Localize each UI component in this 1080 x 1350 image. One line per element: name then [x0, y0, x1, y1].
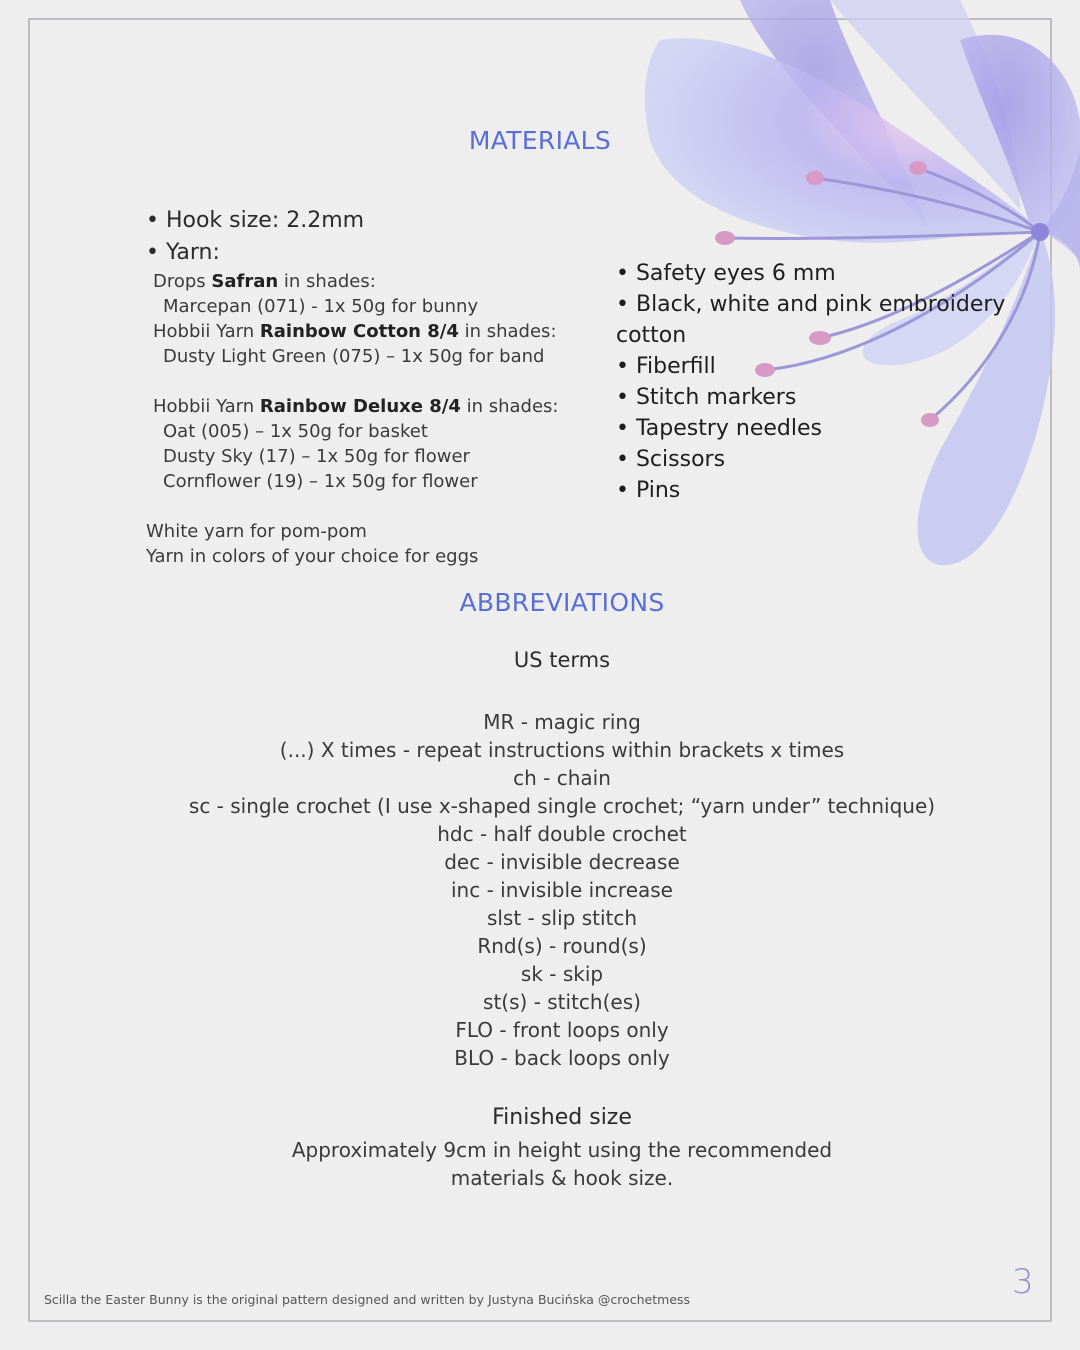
hobbii2-pre: Hobbii Yarn	[153, 396, 260, 417]
list-item: • Scissors	[616, 447, 726, 472]
list-item: FLO - front loops only	[455, 1018, 669, 1042]
page-number: 3	[1012, 1262, 1034, 1302]
hobbii2-post: in shades:	[460, 396, 559, 417]
list-item: ch - chain	[513, 766, 611, 790]
marcepan-line: Marcepan (071) - 1x 50g for bunny	[163, 296, 479, 317]
list-item: inc - invisible increase	[451, 878, 673, 902]
yarn-label: • Yarn:	[146, 240, 220, 265]
drops-post: in shades:	[278, 271, 376, 292]
list-item: slst - slip stitch	[486, 906, 638, 930]
drops-pre: Drops	[153, 271, 212, 292]
list-item: • Pins	[616, 478, 681, 503]
hobbii-deluxe-line	[146, 394, 616, 419]
finished-size-line: materials & hook size.	[450, 1166, 674, 1190]
list-item: dec - invisible decrease	[444, 850, 680, 874]
egg-yarn-line: Yarn in colors of your choice for eggs	[146, 546, 479, 567]
dusty-green-line: Dusty Light Green (075) – 1x 50g for band	[163, 346, 545, 367]
materials-left-column	[146, 205, 616, 569]
list-item: sk - skip	[520, 962, 604, 986]
list-item: • Safety eyes 6 mm	[616, 261, 836, 286]
list-item: BLO - back loops only	[454, 1046, 670, 1070]
list-item: cotton	[616, 323, 687, 348]
hobbii1-pre: Hobbii Yarn	[153, 321, 260, 342]
dusty-sky-line: Dusty Sky (17) – 1x 50g for flower	[163, 446, 470, 467]
list-item: st(s) - stitch(es)	[483, 990, 641, 1014]
drops-brand: Safran	[211, 271, 279, 292]
materials-right-column	[616, 258, 1036, 506]
drops-safran-line	[146, 269, 616, 294]
finished-size-title: Finished size	[492, 1105, 632, 1130]
list-item: • Fiberfill	[616, 354, 716, 379]
list-item: (...) X times - repeat instructions within brackets x times	[279, 738, 845, 762]
hobbii2-brand: Rainbow Deluxe 8/4	[259, 396, 461, 417]
cornflower-line: Cornflower (19) – 1x 50g for flower	[163, 471, 478, 492]
finished-size-text	[0, 1136, 1080, 1192]
abbreviations-list	[0, 708, 1080, 1072]
list-item: sc - single crochet (I use x-shaped single crochet; “yarn under” technique)	[188, 794, 936, 818]
us-terms-subheading: US terms	[513, 648, 611, 672]
oat-line: Oat (005) – 1x 50g for basket	[163, 421, 428, 442]
materials-heading: MATERIALS	[468, 126, 612, 155]
list-item: • Stitch markers	[616, 385, 797, 410]
white-yarn-line: White yarn for pom-pom	[146, 521, 367, 542]
hobbii1-brand: Rainbow Cotton 8/4	[259, 321, 459, 342]
list-item: Rnd(s) - round(s)	[477, 934, 647, 958]
hook-size: • Hook size: 2.2mm	[146, 208, 365, 233]
finished-size-line: Approximately 9cm in height using the recommended	[291, 1138, 833, 1162]
list-item: hdc - half double crochet	[437, 822, 687, 846]
hobbii1-post: in shades:	[458, 321, 557, 342]
list-item: • Black, white and pink embroidery	[616, 292, 1006, 317]
list-item: • Tapestry needles	[616, 416, 822, 441]
abbreviations-heading: ABBREVIATIONS	[459, 588, 665, 617]
hobbii-cotton-line	[146, 319, 616, 344]
footer-credit: Scilla the Easter Bunny is the original pattern designed and written by Justyna Bucińska @crochetmess	[44, 1292, 691, 1307]
list-item: MR - magic ring	[483, 710, 641, 734]
